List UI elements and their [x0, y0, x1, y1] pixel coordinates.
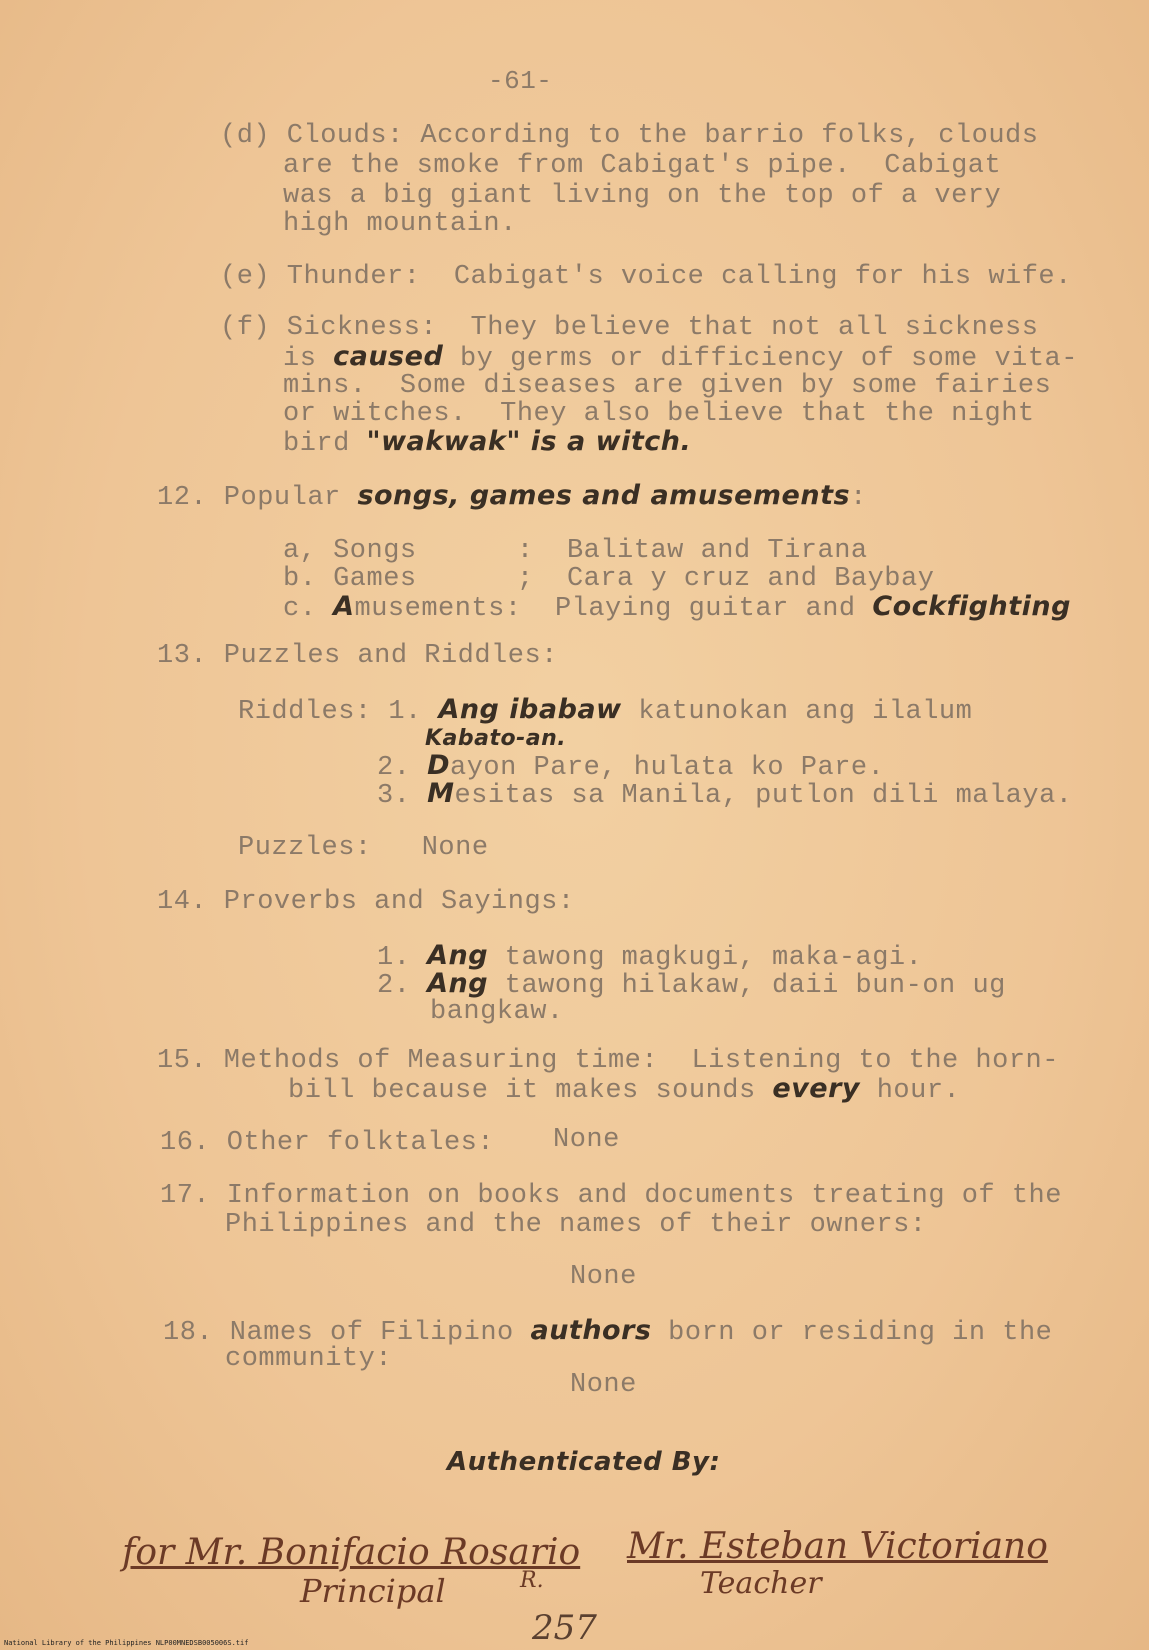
item-12-title — [157, 481, 867, 513]
text-segment: hour. — [860, 1076, 961, 1106]
signature-teacher: Mr. Esteban Victoriano — [627, 1526, 1048, 1567]
text-segment: tawong hilakaw, daii bun-on ug — [488, 971, 1006, 1001]
text-segment: 2. — [377, 971, 428, 1001]
item-f-line-4: or witches. They also believe that the night — [283, 399, 1035, 429]
text-segment: 18. Names of Filipino — [163, 1318, 531, 1348]
item-12-row-c — [283, 592, 1071, 624]
item-17-value: None — [570, 1262, 637, 1292]
text-segment: 12. Popular — [157, 483, 358, 513]
text-segment: b. Games ; — [283, 564, 567, 594]
item-e: (e) Thunder: Cabigat's voice calling for his wife. — [220, 262, 1072, 292]
item-f-line-5 — [283, 427, 691, 459]
handwritten-correction: caused — [333, 341, 444, 372]
puzzles-line: Puzzles: None — [238, 833, 489, 863]
item-13-title: 13. Puzzles and Riddles: — [157, 641, 558, 671]
item-12-row-a — [283, 536, 868, 566]
page-number: -61- — [488, 66, 553, 96]
handwritten-correction: songs, games and amusements — [357, 480, 851, 511]
item-18-line-2: community: — [225, 1344, 393, 1374]
item-12-row-b — [283, 564, 934, 594]
text-segment: Riddles: 1. — [238, 697, 439, 727]
item-f-line-3: mins. Some diseases are given by some fairies — [283, 371, 1052, 401]
item-16-value: None — [553, 1125, 620, 1155]
handwritten-correction: D — [427, 750, 451, 781]
text-segment: c. — [283, 594, 334, 624]
handwritten-correction: A — [333, 591, 355, 622]
page-stamp-number: 257 — [532, 1608, 597, 1648]
item-18-value: None — [570, 1370, 637, 1400]
text-segment: Balitaw and Tirana — [566, 536, 868, 566]
riddle-1 — [238, 695, 972, 727]
handwritten-correction: "wakwak" is a witch. — [366, 426, 692, 457]
handwritten-correction: authors — [530, 1315, 652, 1346]
item-f-line-1: (f) Sickness: They believe that not all sickness — [220, 313, 1039, 343]
item-15-line-1: 15. Methods of Measuring time: Listening to the horn- — [157, 1046, 1059, 1076]
text-segment: is — [283, 344, 334, 374]
text-segment: bird — [283, 429, 367, 459]
item-17-line-2: Philippines and the names of their owners: — [225, 1210, 927, 1240]
text-segment: Cara y cruz and Baybay — [566, 564, 935, 594]
text-segment: esitas sa Manila, putlon dili malaya. — [454, 781, 1073, 811]
signature-teacher-title: Teacher — [700, 1566, 822, 1601]
text-segment: a, Songs : — [283, 536, 567, 566]
text-segment: by germs or difficiency of some vita- — [443, 344, 1078, 374]
proverb-2-line-2: bangkaw. — [430, 997, 564, 1027]
handwritten-correction: Cockfighting — [872, 591, 1071, 622]
handwritten-correction: Ang ibabaw — [438, 694, 622, 725]
text-segment: 3. — [377, 781, 428, 811]
handwritten-correction: every — [772, 1073, 861, 1104]
archive-footer: National Library of the Philippines NLP00MNEDSB005006S.tif — [4, 1639, 249, 1647]
text-segment: musements: — [354, 594, 555, 624]
text-segment: Playing guitar and — [554, 594, 873, 624]
item-16-label: 16. Other folktales: — [160, 1128, 495, 1158]
signature-principal-title: Principal — [300, 1572, 446, 1610]
text-segment: 1. — [377, 943, 428, 973]
text-segment: 2. — [377, 753, 428, 783]
signature-mark: R. — [520, 1568, 544, 1593]
text-segment: tawong magkugi, maka-agi. — [488, 943, 923, 973]
text-segment: : — [850, 483, 867, 513]
item-17-line-1: 17. Information on books and documents treating of the — [160, 1181, 1062, 1211]
item-f-line-2 — [283, 342, 1078, 374]
handwritten-correction: Ang — [427, 940, 489, 971]
item-d-line-1: (d) Clouds: According to the barrio folks, clouds — [220, 121, 1039, 151]
text-segment: bill because it makes sounds — [288, 1076, 773, 1106]
text-segment: born or residing in the — [651, 1318, 1053, 1348]
riddle-3 — [377, 779, 1072, 811]
item-15-line-2 — [288, 1074, 960, 1106]
handwritten-correction: M — [427, 778, 455, 809]
text-segment: ayon Pare, hulata ko Pare. — [450, 753, 885, 783]
item-d-line-3: was a big giant living on the top of a very — [283, 181, 1002, 211]
item-d-line-4: high mountain. — [283, 209, 517, 239]
item-d-line-2: are the smoke from Cabigat's pipe. Cabigat — [283, 151, 1002, 181]
handwritten-correction: Ang — [427, 968, 489, 999]
authenticated-by: Authenticated By: — [447, 1447, 721, 1477]
signature-principal: for Mr. Bonifacio Rosario — [122, 1532, 581, 1573]
item-14-title: 14. Proverbs and Sayings: — [157, 887, 575, 917]
riddle-1-line-2: Kabato-an. — [425, 726, 567, 751]
text-segment: katunokan ang ilalum — [621, 697, 973, 727]
